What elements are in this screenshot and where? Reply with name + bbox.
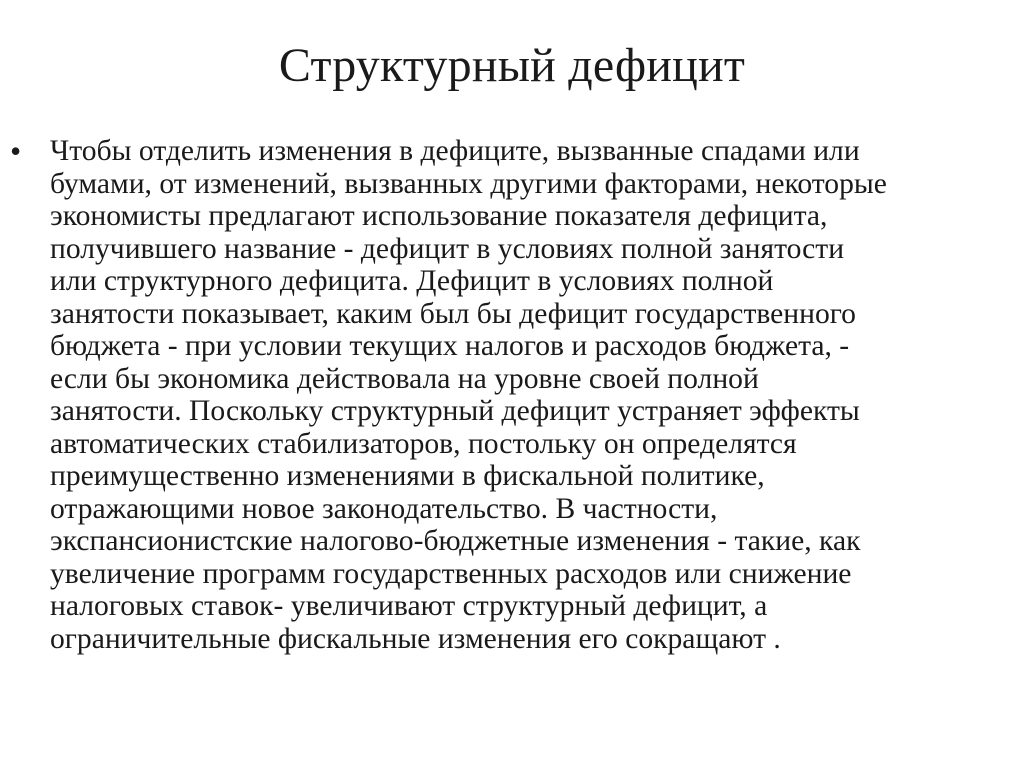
bullet-list: [0, 135, 1024, 655]
bullet-line: отражающими новое законодательство. В частности,: [50, 492, 718, 525]
bullet-item: [0, 135, 1024, 655]
bullet-text: [50, 135, 986, 655]
bullet-line: увеличение программ государственных расходов или снижение: [50, 557, 852, 590]
bullet-line: бюджета - при условии текущих налогов и расходов бюджета, -: [50, 330, 850, 362]
bullet-line: получившего название - дефицит в условиях полной занятости: [50, 232, 845, 265]
bullet-line: налоговых ставок- увеличивают структурный дефицит, а: [50, 590, 768, 622]
bullet-line: если бы экономика действовала на уровне своей полной: [50, 362, 759, 395]
bullet-line: экспансионистские налогово-бюджетные изменения - такие, как: [50, 525, 861, 557]
bullet-line: или структурного дефицита. Дефицит в условиях полной: [50, 265, 774, 297]
bullet-line: экономисты предлагают использование показателя дефицита,: [50, 200, 828, 232]
bullet-line: автоматических стабилизаторов, постольку он определятся: [50, 427, 797, 460]
bullet-line: занятости. Поскольку структурный дефицит устраняет эффекты: [50, 395, 860, 427]
bullet-line: преимущественно изменениями в фискальной политике,: [50, 460, 765, 492]
bullet-line: Чтобы отделить изменения в дефиците, вызванные спадами или: [50, 135, 860, 167]
slide-title: Структурный дефицит: [278, 39, 746, 92]
bullet-line: занятости показывает, каким был бы дефицит государственного: [50, 297, 856, 330]
bullet-line: бумами, от изменений, вызванных другими факторами, некоторые: [50, 167, 887, 200]
bullet-dot-icon: •: [10, 133, 22, 169]
bullet-line: ограничительные фискальные изменения его сокращают .: [50, 622, 781, 655]
